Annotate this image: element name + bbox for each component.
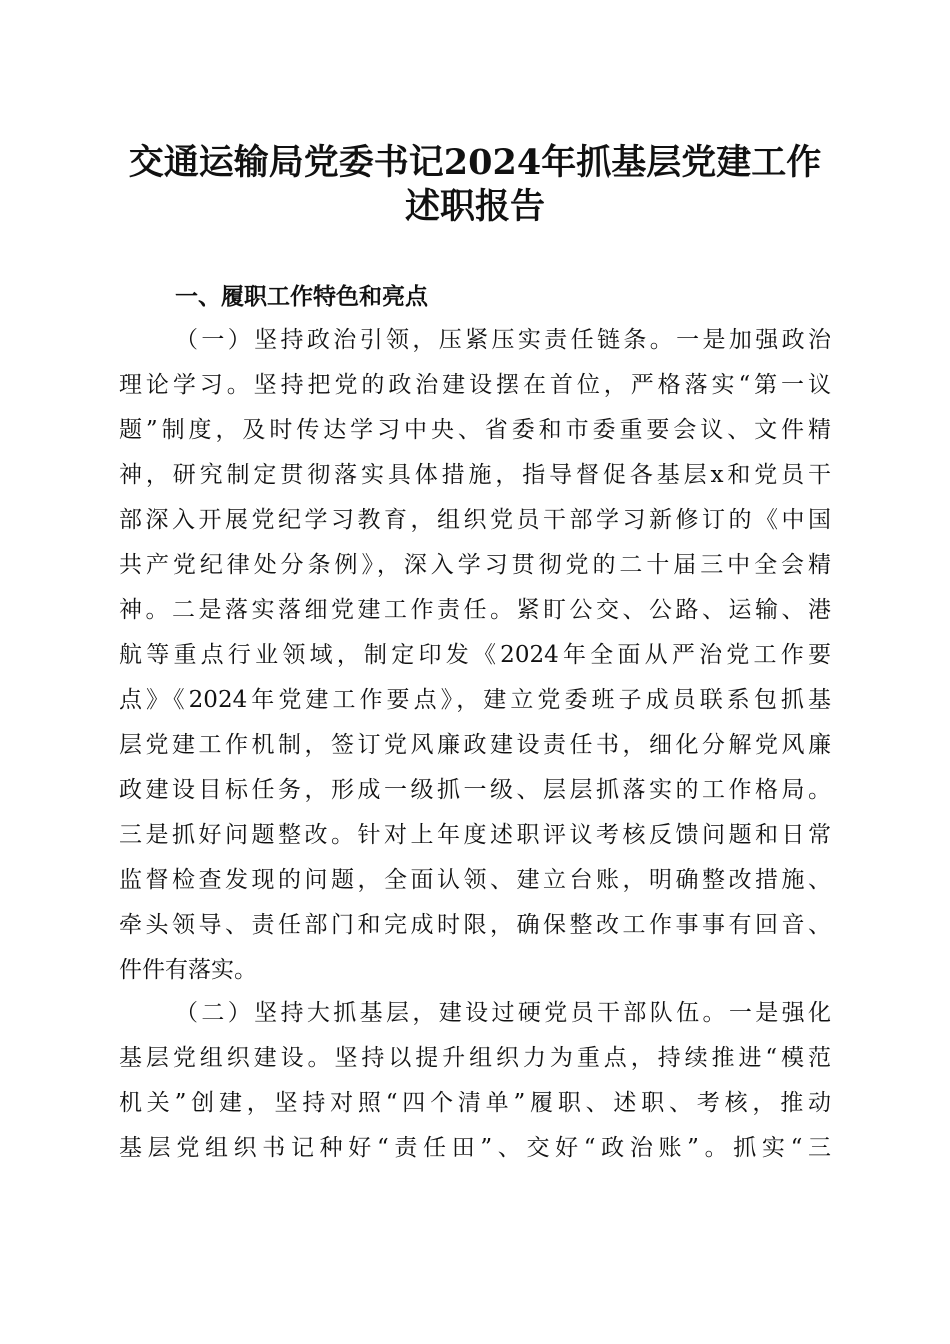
paragraph-line: （一）坚持政治引领，压紧压实责任链条。一是加强政治 bbox=[175, 327, 831, 353]
section-heading: 一、履职工作特色和亮点 bbox=[175, 284, 428, 310]
paragraph-line: 理论学习。坚持把党的政治建设摆在首位，严格落实“第一议 bbox=[119, 372, 831, 398]
paragraph-line: 基层党组织建设。坚持以提升组织力为重点，持续推进“模范 bbox=[119, 1045, 831, 1071]
paragraph-line: 题”制度，及时传达学习中央、省委和市委重要会议、文件精 bbox=[119, 417, 831, 443]
paragraph-line: 共产党纪律处分条例》，深入学习贯彻党的二十届三中全会精 bbox=[119, 552, 831, 578]
paragraph-line: 部深入开展党纪学习教育，组织党员干部学习新修订的《中国 bbox=[119, 507, 831, 533]
document-title-line-1: 交通运输局党委书记2024年抓基层党建工作 bbox=[128, 142, 822, 183]
paragraph-line: 层党建工作机制，签订党风廉政建设责任书，细化分解党风廉 bbox=[119, 732, 831, 758]
paragraph-line: 神。二是落实落细党建工作责任。紧盯公交、公路、运输、港 bbox=[119, 597, 831, 623]
paragraph-line: 政建设目标任务，形成一级抓一级、层层抓落实的工作格局。 bbox=[119, 777, 831, 803]
paragraph-line: 神，研究制定贯彻落实具体措施，指导督促各基层x和党员干 bbox=[119, 462, 831, 488]
paragraph-line: 牵头领导、责任部门和完成时限，确保整改工作事事有回音、 bbox=[119, 912, 831, 938]
paragraph-line: 点》《2024年党建工作要点》，建立党委班子成员联系包抓基 bbox=[119, 687, 831, 713]
document-title-line-2: 述职报告 bbox=[404, 186, 545, 227]
paragraph-line: 件件有落实。 bbox=[119, 957, 257, 983]
paragraph-line: 基层党组织书记种好“责任田”、交好“政治账”。抓实“三 bbox=[119, 1135, 831, 1161]
paragraph-line: 监督检查发现的问题，全面认领、建立台账，明确整改措施、 bbox=[119, 867, 831, 893]
paragraph-line: （二）坚持大抓基层，建设过硬党员干部队伍。一是强化 bbox=[175, 1000, 831, 1026]
paragraph-line: 机关”创建，坚持对照“四个清单”履职、述职、考核，推动 bbox=[119, 1090, 831, 1116]
paragraph-line: 航等重点行业领域，制定印发《2024年全面从严治党工作要 bbox=[119, 642, 831, 668]
paragraph-line: 三是抓好问题整改。针对上年度述职评议考核反馈问题和日常 bbox=[119, 822, 831, 848]
